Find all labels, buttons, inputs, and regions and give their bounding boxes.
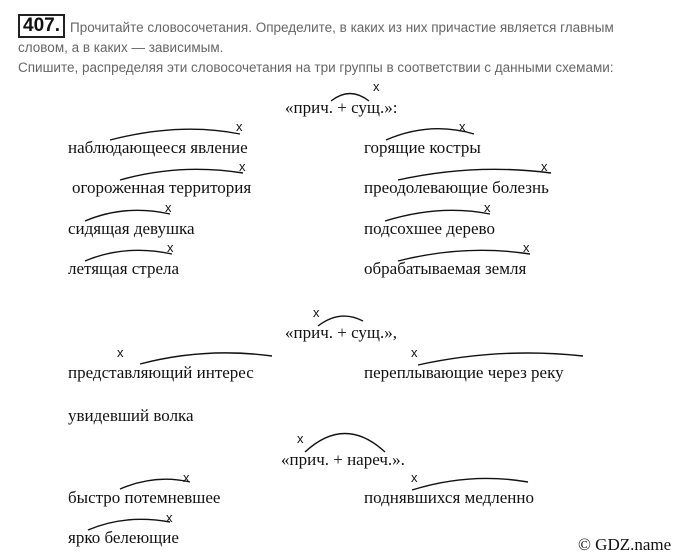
phrase-mark: x — [236, 119, 243, 134]
schema-1: «прич. + сущ.»: — [285, 98, 398, 117]
phrase-3-2: поднявшихся медленно — [364, 488, 534, 507]
phrase-3-3: ярко белеющие — [68, 528, 179, 547]
phrase-mark: x — [459, 119, 466, 134]
phrase-mark: x — [523, 240, 530, 255]
phrase-2-3: увидевший волка — [68, 406, 194, 425]
phrase-1-3: огороженная территория — [72, 178, 252, 197]
phrase-1-4: преодолевающие болезнь — [364, 178, 549, 197]
instruction-line-3: Спишите, распределяя эти словосочетания на три группы в соответствии с данными схемами: — [18, 60, 614, 75]
phrase-1-8: обрабатываемая земля — [364, 259, 527, 278]
phrase-2-1: представляющий интерес — [68, 363, 254, 382]
phrase-mark: x — [117, 345, 124, 360]
phrase-mark: x — [239, 159, 246, 174]
watermark: © GDZ.name — [578, 535, 672, 554]
phrase-mark: x — [166, 510, 173, 525]
phrase-mark: x — [484, 200, 491, 215]
phrase-mark: x — [411, 470, 418, 485]
phrase-mark: x — [541, 159, 548, 174]
instruction-line-1: Прочитайте словосочетания. Определите, в каких из них причастие является главным — [70, 20, 614, 35]
phrase-mark: x — [167, 240, 174, 255]
phrase-mark: x — [165, 200, 172, 215]
phrase-3-1: быстро потемневшее — [68, 488, 221, 507]
instruction-line-2: словом, а в каких — зависимым. — [18, 40, 224, 55]
phrase-mark: x — [183, 470, 190, 485]
phrase-1-6: подсохшее дерево — [364, 219, 495, 238]
schema-3-mark: x — [297, 431, 304, 446]
phrase-1-5: сидящая девушка — [68, 219, 195, 238]
schema-2: «прич. + сущ.», — [285, 323, 397, 342]
exercise-number: 407. — [18, 14, 65, 38]
phrase-1-1: наблюдающееся явление — [68, 138, 248, 157]
schema-2-mark: x — [313, 305, 320, 320]
phrase-1-2: горящие костры — [364, 138, 481, 157]
schema-1-mark: x — [373, 79, 380, 94]
phrase-1-7: летящая стрела — [68, 259, 180, 278]
schema-3: «прич. + нареч.». — [281, 450, 405, 469]
phrase-mark: x — [411, 345, 418, 360]
phrase-2-2: переплывающие через реку — [364, 363, 564, 382]
